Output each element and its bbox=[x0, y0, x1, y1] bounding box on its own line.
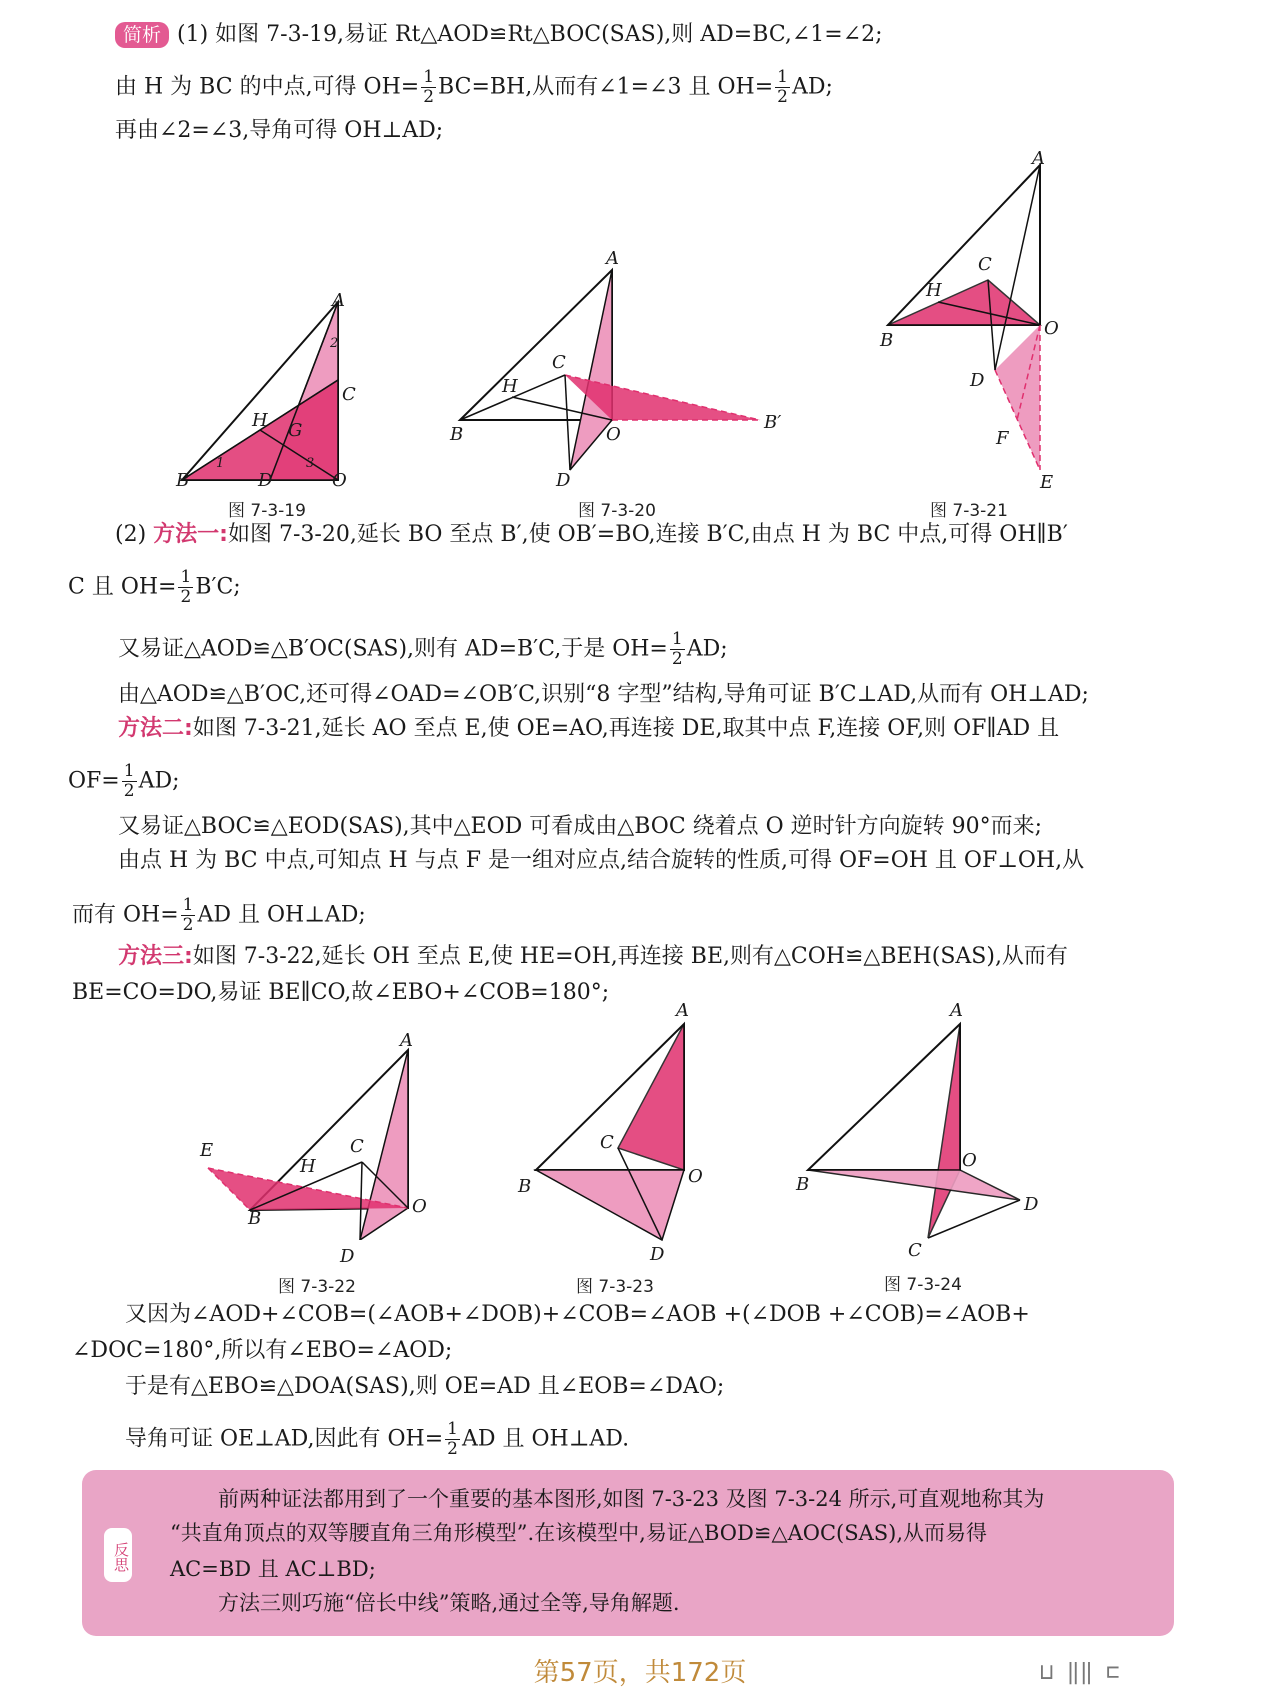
label-B: B bbox=[880, 330, 894, 351]
label-A: A bbox=[332, 290, 345, 311]
analysis-line-1: 简析 (1) 如图 7-3-19,易证 Rt△AOD≌Rt△BOC(SAS),则 AD=BC,∠1=∠2; bbox=[115, 20, 883, 50]
label-E: E bbox=[1040, 472, 1054, 493]
corner-icon: ⊔ ‖‖ ⊏ bbox=[1040, 1660, 1120, 1685]
method1-line-3: 又易证△AOD≌△B′OC(SAS),则有 AD=B′C,于是 OH= $\frac{1}{2}$ AD; bbox=[118, 629, 728, 669]
fraction: $\frac{1}{2}$ bbox=[182, 895, 194, 935]
label-C: C bbox=[908, 1240, 922, 1261]
fraction: $\frac{1}{2}$ bbox=[671, 629, 683, 669]
fraction: $\frac{1}{2}$ bbox=[180, 567, 192, 607]
caption-7-3-22: 图 7-3-22 bbox=[278, 1277, 356, 1297]
label-D: D bbox=[1024, 1194, 1039, 1215]
figure-7-3-22 bbox=[200, 1040, 430, 1240]
method2-line-4: 由点 H 为 BC 中点,可知点 H 与点 F 是一组对应点,结合旋转的性质,可得 OF=OH 且 OF⊥OH,从 bbox=[118, 848, 1085, 873]
label-B: B bbox=[450, 424, 464, 445]
label-H: H bbox=[300, 1156, 316, 1177]
method2-line-5: 而有 OH= $\frac{1}{2}$ AD 且 OH⊥AD; bbox=[72, 895, 366, 935]
label-B: B bbox=[518, 1176, 532, 1197]
page-footer: 第57页，共172页 bbox=[533, 1658, 747, 1688]
method1-line-1: (2) 方法一:如图 7-3-20,延长 BO 至点 B′,使 OB′=BO,连接 B′C,由点 H 为 BC 中点,可得 OH∥B′ bbox=[115, 522, 1068, 547]
label-F: F bbox=[996, 428, 1009, 449]
label-A: A bbox=[1032, 148, 1045, 169]
caption-7-3-23: 图 7-3-23 bbox=[576, 1277, 654, 1297]
label-O: O bbox=[1044, 318, 1059, 339]
label-A: A bbox=[606, 248, 619, 269]
fraction: $\frac{1}{2}$ bbox=[423, 67, 435, 107]
fraction: $\frac{1}{2}$ bbox=[123, 761, 135, 801]
label-A: A bbox=[400, 1030, 413, 1051]
method3-line-6: 导角可证 OE⊥AD,因此有 OH= $\frac{1}{2}$ AD 且 OH⊥AD. bbox=[125, 1419, 630, 1459]
analysis-line-2: 由 H 为 BC 的中点,可得 OH= $\frac{1}{2}$ BC=BH,从而有∠1=∠3 且 OH= $\frac{1}{2}$ AD; bbox=[115, 67, 833, 107]
method-one-label: 方法一: bbox=[153, 522, 228, 547]
label-E: E bbox=[200, 1140, 214, 1161]
label-G: G bbox=[288, 420, 303, 441]
label-H: H bbox=[502, 376, 518, 397]
label-B: B bbox=[248, 1208, 262, 1229]
label-A: A bbox=[950, 1000, 963, 1021]
label-D: D bbox=[650, 1244, 665, 1265]
method3-line-1: 方法三:如图 7-3-22,延长 OH 至点 E,使 HE=OH,再连接 BE,则有△COH≌△BEH(SAS),从而有 bbox=[118, 944, 1068, 969]
label-B: B bbox=[176, 470, 190, 491]
label-C: C bbox=[978, 254, 992, 275]
caption-7-3-24: 图 7-3-24 bbox=[884, 1275, 962, 1295]
figure-7-3-19 bbox=[170, 290, 370, 490]
caption-7-3-20: 图 7-3-20 bbox=[578, 501, 656, 521]
method3-line-3: 又因为∠AOD+∠COB=(∠AOB+∠DOB)+∠COB=∠AOB +(∠DOB +∠COB)=∠AOB+ bbox=[125, 1302, 1030, 1327]
method-two-label: 方法二: bbox=[118, 716, 193, 741]
reflection-panel bbox=[82, 1470, 1174, 1636]
label-O: O bbox=[688, 1166, 703, 1187]
label-D: D bbox=[556, 470, 571, 491]
label-C: C bbox=[600, 1132, 614, 1153]
label-H: H bbox=[252, 410, 268, 431]
label-D: D bbox=[340, 1246, 355, 1267]
reflection-line-3: AC=BD 且 AC⊥BD; bbox=[170, 1557, 376, 1581]
fraction: $\frac{1}{2}$ bbox=[777, 67, 788, 107]
analysis-tag: 简析 bbox=[115, 22, 169, 48]
label-D: D bbox=[970, 370, 985, 391]
method3-line-4: ∠DOC=180°,所以有∠EBO=∠AOD; bbox=[72, 1338, 453, 1363]
method3-line-5: 于是有△EBO≌△DOA(SAS),则 OE=AD 且∠EOB=∠DAO; bbox=[125, 1374, 725, 1399]
label-C: C bbox=[552, 352, 566, 373]
reflection-line-1: 前两种证法都用到了一个重要的基本图形,如图 7-3-23 及图 7-3-24 所示,可直观地称其为 bbox=[218, 1487, 1045, 1511]
label-Bp: B′ bbox=[764, 412, 782, 433]
caption-7-3-19: 图 7-3-19 bbox=[228, 501, 306, 521]
fraction: $\frac{1}{2}$ bbox=[447, 1419, 458, 1459]
label-H: H bbox=[926, 280, 942, 301]
label-3: 3 bbox=[306, 456, 315, 471]
reflection-line-4: 方法三则巧施“倍长中线”策略,通过全等,导角解题. bbox=[218, 1591, 680, 1615]
label-A: A bbox=[676, 1000, 689, 1021]
figure-7-3-24 bbox=[800, 1020, 1040, 1250]
method3-line-2: BE=CO=DO,易证 BE∥CO,故∠EBO+∠COB=180°; bbox=[72, 980, 610, 1005]
figure-7-3-20 bbox=[450, 260, 780, 480]
caption-7-3-21: 图 7-3-21 bbox=[930, 501, 1008, 521]
label-B: B bbox=[796, 1174, 810, 1195]
label-O: O bbox=[412, 1196, 427, 1217]
method2-line-1: 方法二:如图 7-3-21,延长 AO 至点 E,使 OE=AO,再连接 DE,取其中点 F,连接 OF,则 OF∥AD 且 bbox=[118, 716, 1060, 741]
label-C: C bbox=[342, 384, 356, 405]
method1-line-4: 由△AOD≌△B′OC,还可得∠OAD=∠OB′C,识别“8 字型”结构,导角可证 B′C⊥AD,从而有 OH⊥AD; bbox=[118, 682, 1089, 707]
reflection-badge: 反思 bbox=[104, 1528, 132, 1582]
label-1: 1 bbox=[216, 456, 225, 471]
label-O: O bbox=[962, 1150, 977, 1171]
reflection-line-2: “共直角顶点的双等腰直角三角形模型”.在该模型中,易证△BOD≌△AOC(SAS),从而易得 bbox=[170, 1521, 988, 1545]
method2-line-2: OF= $\frac{1}{2}$ AD; bbox=[68, 761, 180, 801]
label-O: O bbox=[606, 424, 621, 445]
label-O: O bbox=[332, 470, 347, 491]
analysis-line-3: 再由∠2=∠3,导角可得 OH⊥AD; bbox=[115, 118, 444, 143]
label-C: C bbox=[350, 1136, 364, 1157]
method2-line-3: 又易证△BOC≌△EOD(SAS),其中△EOD 可看成由△BOC 绕着点 O 逆时针方向旋转 90°而来; bbox=[118, 814, 1043, 839]
method-three-label: 方法三: bbox=[118, 944, 193, 969]
figure-7-3-23 bbox=[530, 1020, 710, 1250]
method1-line-2: C 且 OH= $\frac{1}{2}$ B′C; bbox=[68, 567, 241, 607]
label-2: 2 bbox=[330, 336, 339, 351]
label-D: D bbox=[258, 470, 273, 491]
